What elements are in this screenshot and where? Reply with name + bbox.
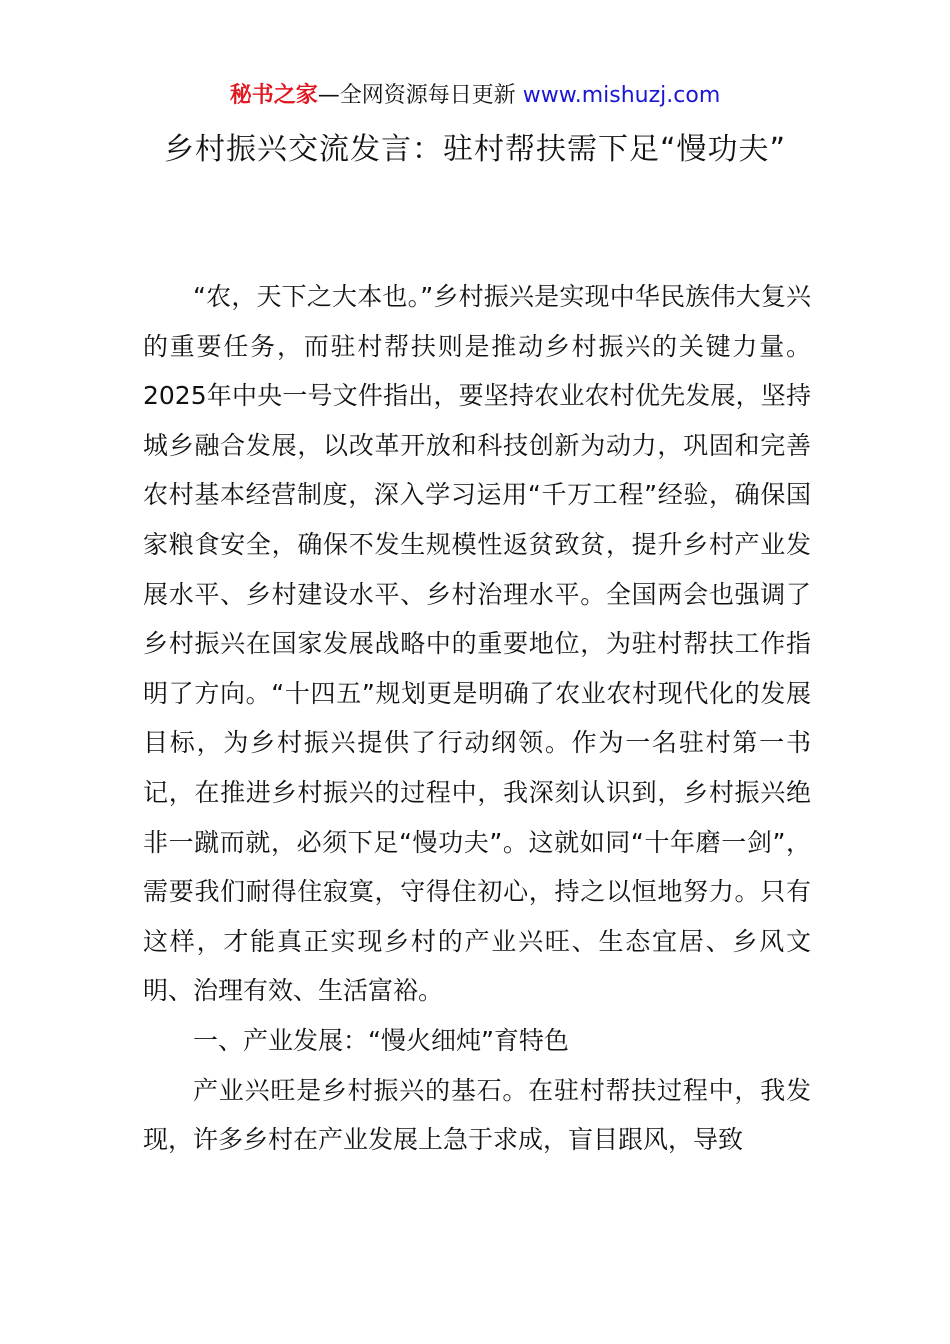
document-body: [143, 272, 811, 1165]
paragraph-section-1: 产业兴旺是乡村振兴的基石。在驻村帮扶过程中，我发现，许多乡村在产业发展上急于求成，盲目跟风，导致: [143, 1075, 811, 1155]
banner-tagline: 全网资源每日更新: [339, 83, 523, 108]
banner-dash: —: [317, 83, 340, 108]
site-banner: [0, 80, 950, 112]
section-heading-1: 一、产业发展：“慢火细炖”育特色: [193, 1025, 569, 1055]
document-title: 乡村振兴交流发言：驻村帮扶需下足“慢功夫”: [163, 132, 787, 167]
site-url-link[interactable]: www.mishuzj.com: [522, 83, 721, 108]
brand-name: 秘书之家: [229, 83, 318, 108]
paragraph-intro: “农，天下之大本也。”乡村振兴是实现中华民族伟大复兴的重要任务，而驻村帮扶则是推动乡村振兴的关键力量。2025年中央一号文件指出，要坚持农业农村优先发展，坚持城乡融合发展，以改革开放和科技创新为动力，巩固和完善农村基本经营制度，深入学习运用“千万工程”经验，确保国家粮食安全，确保不发生规模性返贫致贫，提升乡村产业发展水平、乡村建设水平、乡村治理水平。全国两会也强调了乡村振兴在国家发展战略中的重要地位，为驻村帮扶工作指明了方向。“十四五”规划更是明确了农业农村现代化的发展目标，为乡村振兴提供了行动纲领。作为一名驻村第一书记，在推进乡村振兴的过程中，我深刻认识到，乡村振兴绝非一蹴而就，必须下足“慢功夫”。这就如同“十年磨一剑”，需要我们耐得住寂寞，守得住初心，持之以恒地努力。只有这样，才能真正实现乡村的产业兴旺、生态宜居、乡风文明、治理有效、生活富裕。: [143, 282, 811, 1006]
